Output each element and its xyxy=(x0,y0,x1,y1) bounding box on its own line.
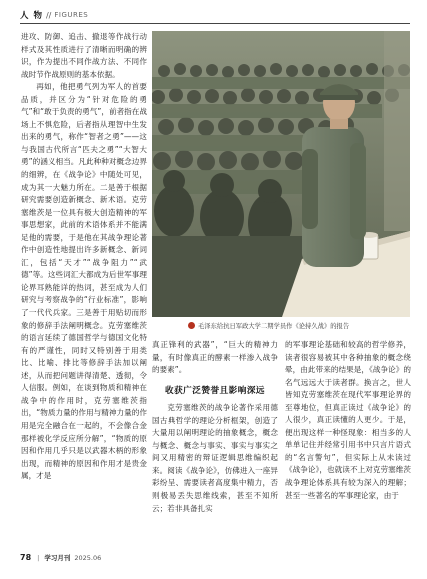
footer-divider: | xyxy=(37,553,40,562)
paragraph: 进攻、防御、追击、撤退等作战行动样式及其性质进行了清晰而明确的辨识，作为提出不同作战方法、不同作战时节作战原则的基本依据。 xyxy=(21,32,147,79)
section-separator: // xyxy=(45,10,52,20)
caption-bullet-icon xyxy=(188,322,195,329)
photo-caption xyxy=(188,321,349,330)
body-column-2 xyxy=(152,339,278,539)
section-title-en: FIGURES xyxy=(54,11,89,19)
page-number: 78 xyxy=(20,553,32,562)
magazine-name: 学习月刊 xyxy=(44,554,71,562)
paragraph: 再如，他把勇气列为军人的首要品质，并区分为“针对危险的勇气”和“敢于负责的勇气”，前者指在战场上不惧危险，后者指从理智中生发出来的勇气，称作“智者之勇”——这与我国古代所言“匹夫之勇”“大智大勇”的涵义相当。凡此种种对概念边界的细辨，在《战争论》中随处可见，成为其一大魅力所在。二是善于根据研究需要创造新概念、新术语。克劳塞维茨是一位具有极大创造精神的军事思想家，此前的术语体系并不能满足他的需要，于是他在其战争理论著作中创造性地提出许多新概念、新词汇，包括“天才”“战争阻力”“武德”等。这些词汇大都成为后世军事理论界耳熟能详的热词，甚至成为人们研究与考察战争的“行业标准”，影响了一代代兵家。三是善于用贴切而形象的修辞手法阐明概念。克劳塞维茨的语言延续了德国哲学与德国文化特有的严谨性，同时又特别善于用类比、比喻、排比等修辞手法加以阐述，从而把问题讲得清楚、透彻，令人信服。例如，在谈到物质和精神在战争中的作用时，克劳塞维茨指出，“物质力量的作用与精神力量的作用是完全融合在一起的，不会像合金那样被化学反应所分解”，“物质的原因和作用几乎只是以武器木柄的形象出现，而精神的原因和作用才是贵金属，才是 xyxy=(21,82,147,481)
body-column-3 xyxy=(285,339,411,539)
paragraph: 克劳塞维茨的战争论著作采用德国古典哲学的理论分析框架，创造了大量用以阐明理论的抽象概念，概念与概念、概念与事实、事实与事实之间又用精密的辩证逻辑思维编织起来。阅读《战争论》，仿佛进入一座异彩纷呈、需要读者高度集中精力，否则极易丢失思维线索，甚至不知所云；若非具备扎实 xyxy=(152,403,278,513)
section-title: 人 物 xyxy=(20,11,43,21)
issue-date: 2025.06 xyxy=(74,553,102,562)
page-header xyxy=(20,8,410,22)
historical-photo xyxy=(152,31,410,317)
header-rule xyxy=(20,23,410,24)
section-subheading: 收获广泛赞誉且影响深远 xyxy=(164,385,266,396)
caption-text: 毛泽东给抗日军政大学二期学员作《论持久战》的报告 xyxy=(198,323,350,330)
body-column-1 xyxy=(21,31,147,541)
paragraph: 的军事理论基础和较高的哲学修养，读者很容易被其中各种抽象的概念绕晕，由此带来的结果是，《战争论》的名气远远大于读者群。换言之，世人皆知克劳塞维茨在现代军事理论界的至尊地位，但真正读过《战争论》的人很少，真正读懂的人更少。于是，便出现这样一种怪现象：相当多的人单单记住并经常引用书中只言片语式的“名言警句”，但实际上从未读过《战争论》，也就读不上对克劳塞维茨战争理论体系具有较为深入的理解；甚至一些著名的军事理论家，由于 xyxy=(285,340,411,500)
photo-illustration xyxy=(152,31,410,317)
paragraph: 真正锋利的武器”，“巨大的精神力量，有时像真正的酵素一样渗入战争的要素”。 xyxy=(152,340,278,375)
page-footer xyxy=(20,553,101,562)
